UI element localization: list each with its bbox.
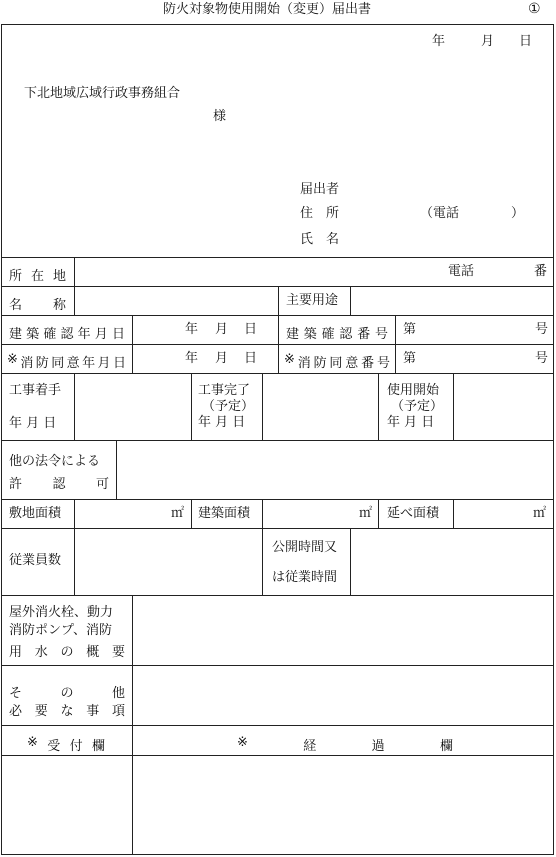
construction-start-ymd: 年 月 日	[9, 416, 57, 431]
name-label: 名 称	[9, 298, 66, 313]
reception-label: ※ 受 付 欄	[27, 735, 105, 754]
notifier-address-label: 住 所	[300, 206, 340, 221]
form-title: 防火対象物使用開始（変更）届出書	[163, 2, 372, 17]
notifier-phone-label: （電話 ）	[420, 206, 525, 221]
date-day-label: 日	[519, 34, 533, 49]
name-field[interactable]	[75, 287, 278, 315]
construction-start-label: 工事着手	[9, 383, 62, 398]
sqm-unit: ㎡	[359, 506, 373, 521]
month-label: 月	[215, 351, 229, 366]
use-start-ymd: 年 月 日	[387, 415, 435, 430]
other-law-field[interactable]	[117, 441, 553, 499]
notifier-name-field[interactable]	[345, 228, 545, 250]
rule	[191, 373, 192, 440]
hours-label-line1: 公開時間又	[272, 540, 338, 555]
fire-equipment-label-line2: 消防ポンプ、消防	[9, 623, 112, 638]
employees-field[interactable]	[75, 529, 262, 595]
year-label: 年	[185, 351, 199, 366]
fire-equipment-label-line1: 屋外消火栓、動力	[9, 605, 114, 620]
go-label: 号	[535, 351, 549, 366]
building-confirm-date-label: 建 築 確 認 年 月 日	[9, 327, 125, 342]
addressee-honorific: 様	[213, 109, 227, 124]
fire-equipment-label-line3: 用 水 の 概 要	[9, 645, 125, 660]
go-label: 号	[535, 322, 549, 337]
main-use-label: 主要用途	[286, 293, 339, 308]
form-number: ①	[528, 1, 541, 17]
site-area-label: 敷地面積	[9, 506, 62, 521]
day-label: 日	[244, 322, 258, 337]
location-field[interactable]	[75, 258, 435, 286]
reception-field[interactable]	[2, 756, 132, 853]
use-start-planned: （予定）	[391, 399, 444, 414]
year-label: 年	[185, 322, 199, 337]
rule	[378, 373, 379, 440]
main-use-field[interactable]	[351, 287, 553, 315]
fire-consent-number-field[interactable]	[396, 345, 553, 373]
construction-complete-field[interactable]	[263, 374, 378, 440]
location-phone-label: 電話	[448, 264, 475, 279]
notifier-label: 届出者	[300, 182, 340, 197]
building-confirm-number-label: 建 築 確 認 番 号	[286, 327, 388, 342]
building-area-label: 建築面積	[198, 506, 251, 521]
construction-start-field[interactable]	[75, 374, 191, 440]
sqm-unit: ㎡	[533, 506, 547, 521]
hours-label-line2: は従業時間	[272, 570, 338, 585]
rule	[1, 725, 554, 726]
rule	[278, 286, 279, 315]
rule	[378, 499, 379, 528]
use-start-field[interactable]	[454, 374, 553, 440]
rule	[191, 499, 192, 528]
other-label-line2: 必 要 な 事 項	[9, 704, 125, 719]
floor-area-label: 延べ面積	[387, 506, 440, 521]
month-label: 月	[215, 322, 229, 337]
progress-field[interactable]	[133, 756, 553, 853]
building-confirm-number-field[interactable]	[396, 316, 553, 344]
employees-label: 従業員数	[9, 553, 62, 568]
construction-complete-planned: （予定）	[202, 399, 255, 414]
rule	[278, 315, 279, 373]
use-start-label: 使用開始	[387, 383, 440, 398]
sqm-unit: ㎡	[171, 506, 185, 521]
fire-consent-number-label: ※ 消 防 同 意 番 号	[284, 352, 390, 371]
other-matters-field[interactable]	[133, 666, 553, 725]
notifier-address-field[interactable]	[345, 202, 420, 224]
other-law-label: 他の法令による	[9, 454, 101, 469]
addressee-organization: 下北地域広域行政事務組合	[24, 86, 181, 101]
notifier-name-label: 氏 名	[300, 232, 340, 247]
hours-field[interactable]	[351, 529, 553, 595]
date-month-label: 月	[481, 34, 495, 49]
fire-equipment-field[interactable]	[133, 596, 553, 665]
dai-label: 第	[403, 351, 417, 366]
construction-complete-ymd: 年 月 日	[198, 415, 246, 430]
location-number-label: 番	[534, 264, 548, 279]
other-label-line1: そ の 他	[9, 686, 125, 701]
progress-label: ※ 経 過 欄	[237, 735, 453, 754]
dai-label: 第	[403, 322, 417, 337]
date-year-label: 年	[432, 34, 446, 49]
construction-complete-label: 工事完了	[198, 383, 251, 398]
day-label: 日	[244, 351, 258, 366]
location-label: 所 在 地	[9, 269, 66, 284]
other-law-permission-label: 許 認 可	[9, 477, 109, 492]
fire-consent-date-label: ※ 消 防 同 意 年 月 日	[7, 352, 126, 371]
